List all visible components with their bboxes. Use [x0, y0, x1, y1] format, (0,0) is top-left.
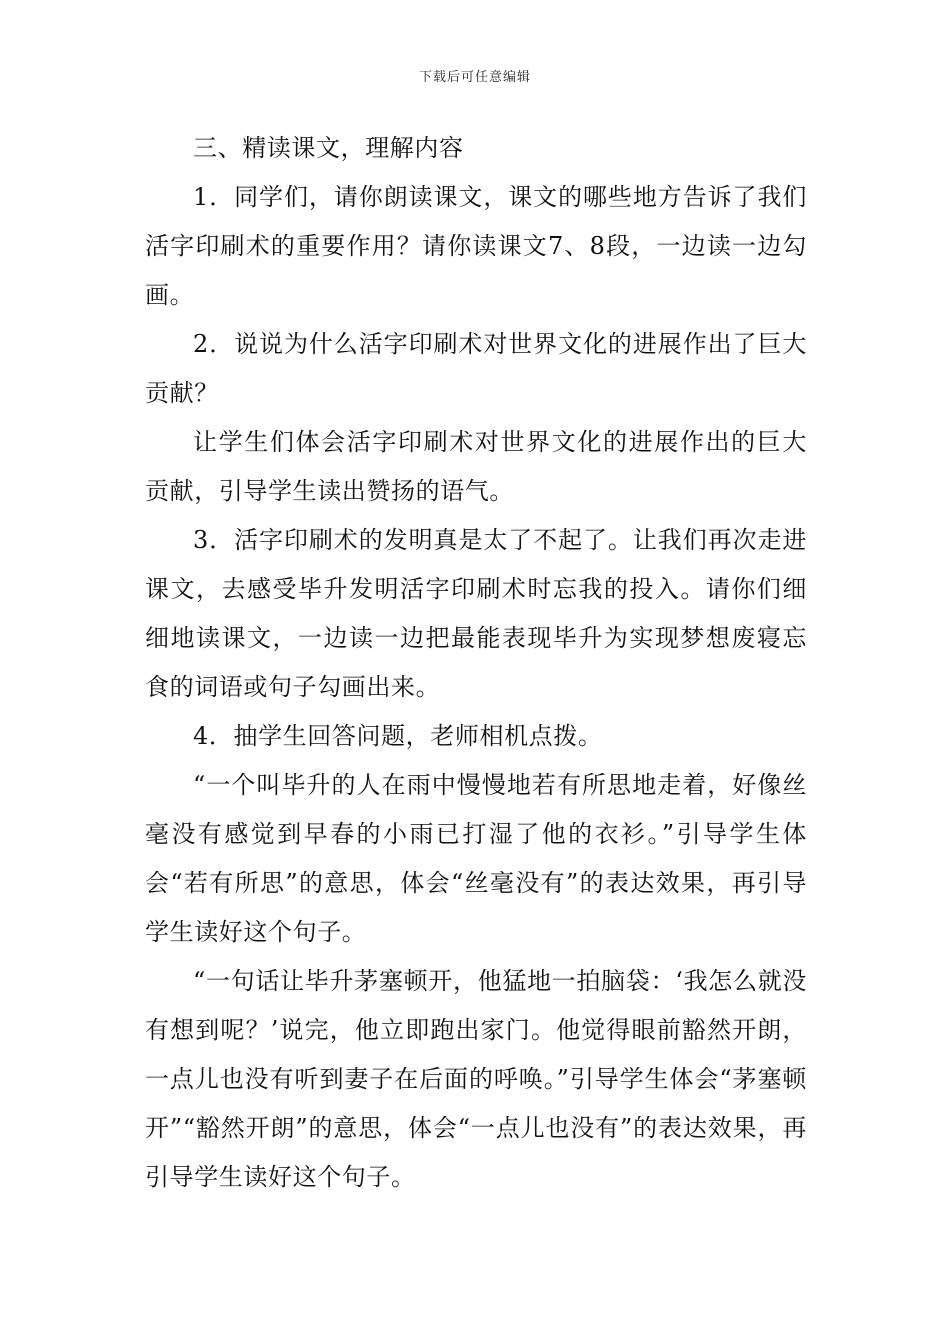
paragraph-guidance: 让学生们体会活字印刷术对世界文化的进展作出的巨大贡献，引导学生读出赞扬的语气。 [145, 428, 807, 505]
page-header: 下载后可任意编辑 [418, 70, 531, 85]
paragraph-quote-1: “一个叫毕升的人在雨中慢慢地若有所思地走着，好像丝毫没有感觉到早春的小雨已打湿了他的衣衫。”引导学生体会“若有所思”的意思，体会“丝毫没有”的表达效果，再引导学生读好这个句子。 [145, 771, 807, 946]
paragraph-quote-2: “一句话让毕升茅塞顿开，他猛地一拍脑袋：‘我怎么就没有想到呢？’说完，他立即跑出家门。他觉得眼前豁然开朗，一点儿也没有听到妻子在后面的呼唤。”引导学生体会“茅塞顿开”“豁然开朗”的意思，体会“一点儿也没有”的表达效果，再引导学生读好这个句子。 [145, 967, 807, 1191]
paragraph-item-3: 3．活字印刷术的发明真是太了不起了。让我们再次走进课文，去感受毕升发明活字印刷术时忘我的投入。请你们细细地读课文，一边读一边把最能表现毕升为实现梦想废寝忘食的词语或句子勾画出来。 [145, 526, 807, 701]
paragraph-item-4: 4．抽学生回答问题，老师相机点拨。 [193, 722, 603, 750]
section-heading: 三、精读课文，理解内容 [193, 134, 464, 162]
paragraph-item-2: 2．说说为什么活字印刷术对世界文化的进展作出了巨大贡献？ [145, 330, 807, 407]
document-body [145, 124, 807, 1202]
paragraph-item-1: 1．同学们，请你朗读课文，课文的哪些地方告诉了我们活字印刷术的重要作用？请你读课文7、8段，一边读一边勾画。 [145, 183, 807, 309]
